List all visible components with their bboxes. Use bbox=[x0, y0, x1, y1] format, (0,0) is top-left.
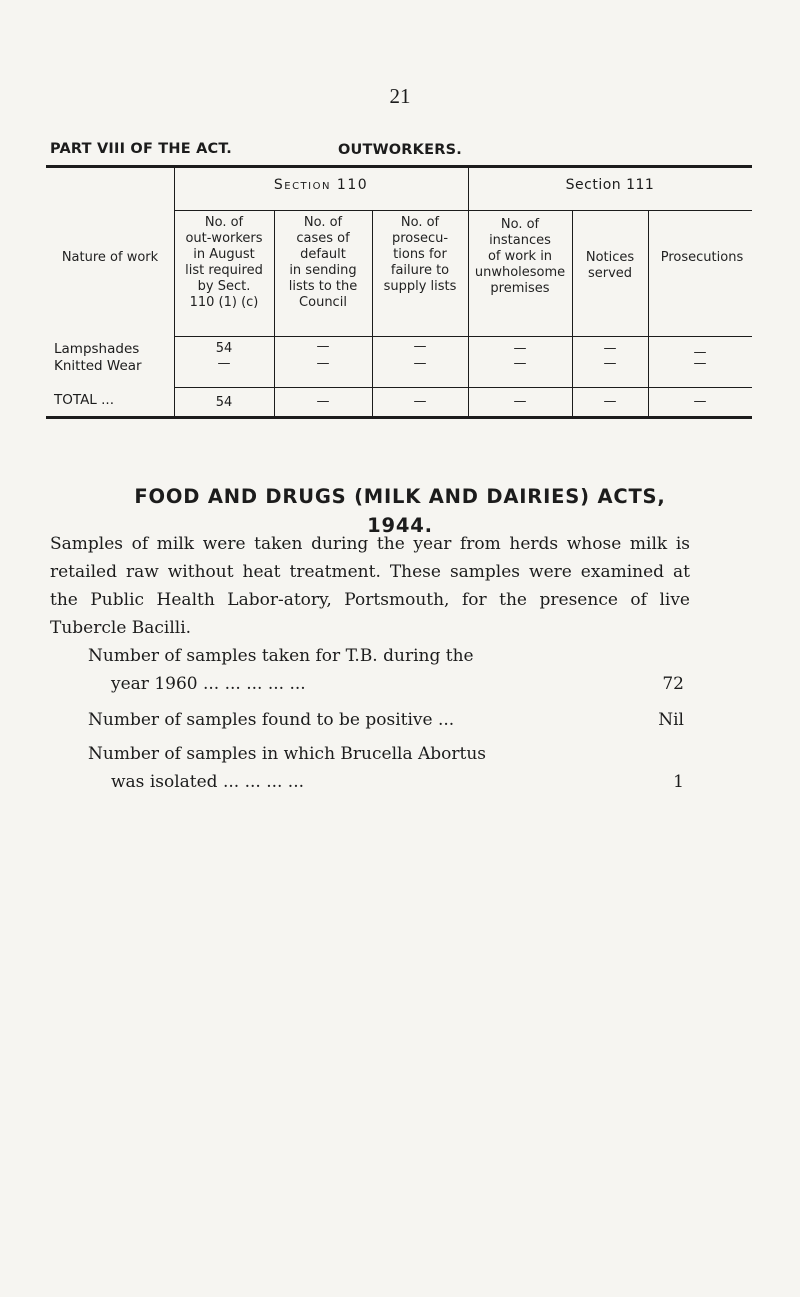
stat-label: Number of samples in which Brucella Abortus bbox=[88, 744, 487, 764]
header-line: Council bbox=[299, 295, 347, 310]
stat-label: Number of samples found to be positive ... bbox=[88, 710, 455, 730]
heading-line: FOOD AND DRUGS (MILK AND DAIRIES) ACTS, bbox=[134, 485, 666, 508]
part-title: PART VIII OF THE ACT. bbox=[50, 141, 232, 157]
header-line: 110 (1) (c) bbox=[189, 295, 259, 310]
col-header-nature: Nature of work bbox=[61, 250, 159, 265]
table-cell: — bbox=[316, 394, 330, 409]
table-cell: — bbox=[693, 356, 707, 371]
table-cell: — bbox=[316, 356, 330, 371]
row-label-total: TOTAL ... bbox=[54, 392, 114, 408]
stat-positive-samples bbox=[88, 706, 684, 734]
section-rule-111 bbox=[468, 210, 752, 211]
header-line: served bbox=[587, 266, 633, 281]
row-label-knitted-wear: Knitted Wear bbox=[54, 358, 142, 374]
header-line: prosecu- bbox=[391, 231, 449, 246]
col-header-notices bbox=[572, 250, 648, 282]
header-line: in August bbox=[193, 247, 255, 262]
section-rule-110 bbox=[174, 210, 468, 211]
column-rule bbox=[572, 210, 573, 416]
page-number: 21 bbox=[389, 84, 411, 108]
total-top-rule bbox=[174, 387, 752, 388]
milk-samples-paragraph: Samples of milk were taken during the year from herds whose milk is retailed raw without heat treatment. These samples were examined at the Public Health Labor-atory, Portsmouth, for the presence of live Tubercle Bacilli. bbox=[50, 534, 690, 638]
header-line: cases of bbox=[296, 231, 350, 246]
table-cell: — bbox=[413, 394, 427, 409]
header-line: lists to the bbox=[288, 279, 358, 294]
table-cell: — bbox=[413, 339, 427, 354]
header-line: default bbox=[300, 247, 346, 262]
stat-value: 1 bbox=[673, 772, 684, 792]
table-cell: — bbox=[603, 356, 617, 371]
col-header-prosecutions-lists bbox=[372, 215, 468, 295]
header-line: list required bbox=[185, 263, 263, 278]
table-cell: — bbox=[316, 339, 330, 354]
header-bottom-rule bbox=[174, 336, 752, 337]
table-cell: — bbox=[693, 345, 707, 360]
heading-line: 1944. bbox=[367, 514, 433, 537]
table-cell: — bbox=[513, 394, 527, 409]
stat-label: was isolated ... ... ... ... bbox=[111, 772, 305, 792]
header-line: premises bbox=[490, 281, 550, 296]
header-line: failure to bbox=[390, 263, 450, 278]
stat-label: year 1960 ... ... ... ... ... bbox=[111, 674, 306, 694]
col-header-prosecutions: Prosecutions bbox=[660, 250, 744, 265]
row-label-lampshades: Lampshades bbox=[54, 341, 140, 357]
header-line: No. of bbox=[303, 215, 343, 230]
header-line: by Sect. bbox=[197, 279, 251, 294]
outworkers-table bbox=[46, 165, 752, 420]
section-111-header: Section 111 bbox=[565, 177, 655, 193]
table-cell: 54 bbox=[215, 341, 233, 356]
header-line: out-workers bbox=[185, 231, 263, 246]
header-line: supply lists bbox=[383, 279, 457, 294]
stat-label: Number of samples taken for T.B. during the bbox=[88, 646, 474, 666]
stat-value: 72 bbox=[662, 674, 684, 694]
stat-value: Nil bbox=[658, 710, 684, 730]
header-line: No. of bbox=[500, 217, 540, 232]
table-cell: — bbox=[513, 341, 527, 356]
table-top-rule bbox=[46, 165, 752, 168]
col-header-outworkers bbox=[174, 215, 274, 311]
stat-brucella-samples bbox=[88, 740, 684, 796]
table-cell: — bbox=[413, 356, 427, 371]
table-cell: — bbox=[693, 394, 707, 409]
section-heading: OUTWORKERS. bbox=[338, 142, 462, 158]
header-line: No. of bbox=[204, 215, 244, 230]
table-bottom-rule bbox=[46, 416, 752, 419]
header-line: instances bbox=[489, 233, 551, 248]
table-cell: — bbox=[603, 394, 617, 409]
col-header-defaults bbox=[274, 215, 372, 311]
stat-samples-taken bbox=[88, 642, 684, 698]
header-line: of work in bbox=[487, 249, 553, 264]
table-cell: — bbox=[603, 341, 617, 356]
header-line: No. of bbox=[400, 215, 440, 230]
header-line: in sending bbox=[289, 263, 357, 278]
header-line: Notices bbox=[585, 250, 635, 265]
header-line: tions for bbox=[393, 247, 447, 262]
table-cell: — bbox=[217, 356, 231, 371]
header-line: unwholesome bbox=[474, 265, 566, 280]
col-header-instances bbox=[468, 217, 572, 297]
table-cell: 54 bbox=[215, 395, 233, 410]
column-rule bbox=[648, 210, 649, 416]
section-110-header: Section 110 bbox=[273, 177, 369, 193]
table-cell: — bbox=[513, 356, 527, 371]
